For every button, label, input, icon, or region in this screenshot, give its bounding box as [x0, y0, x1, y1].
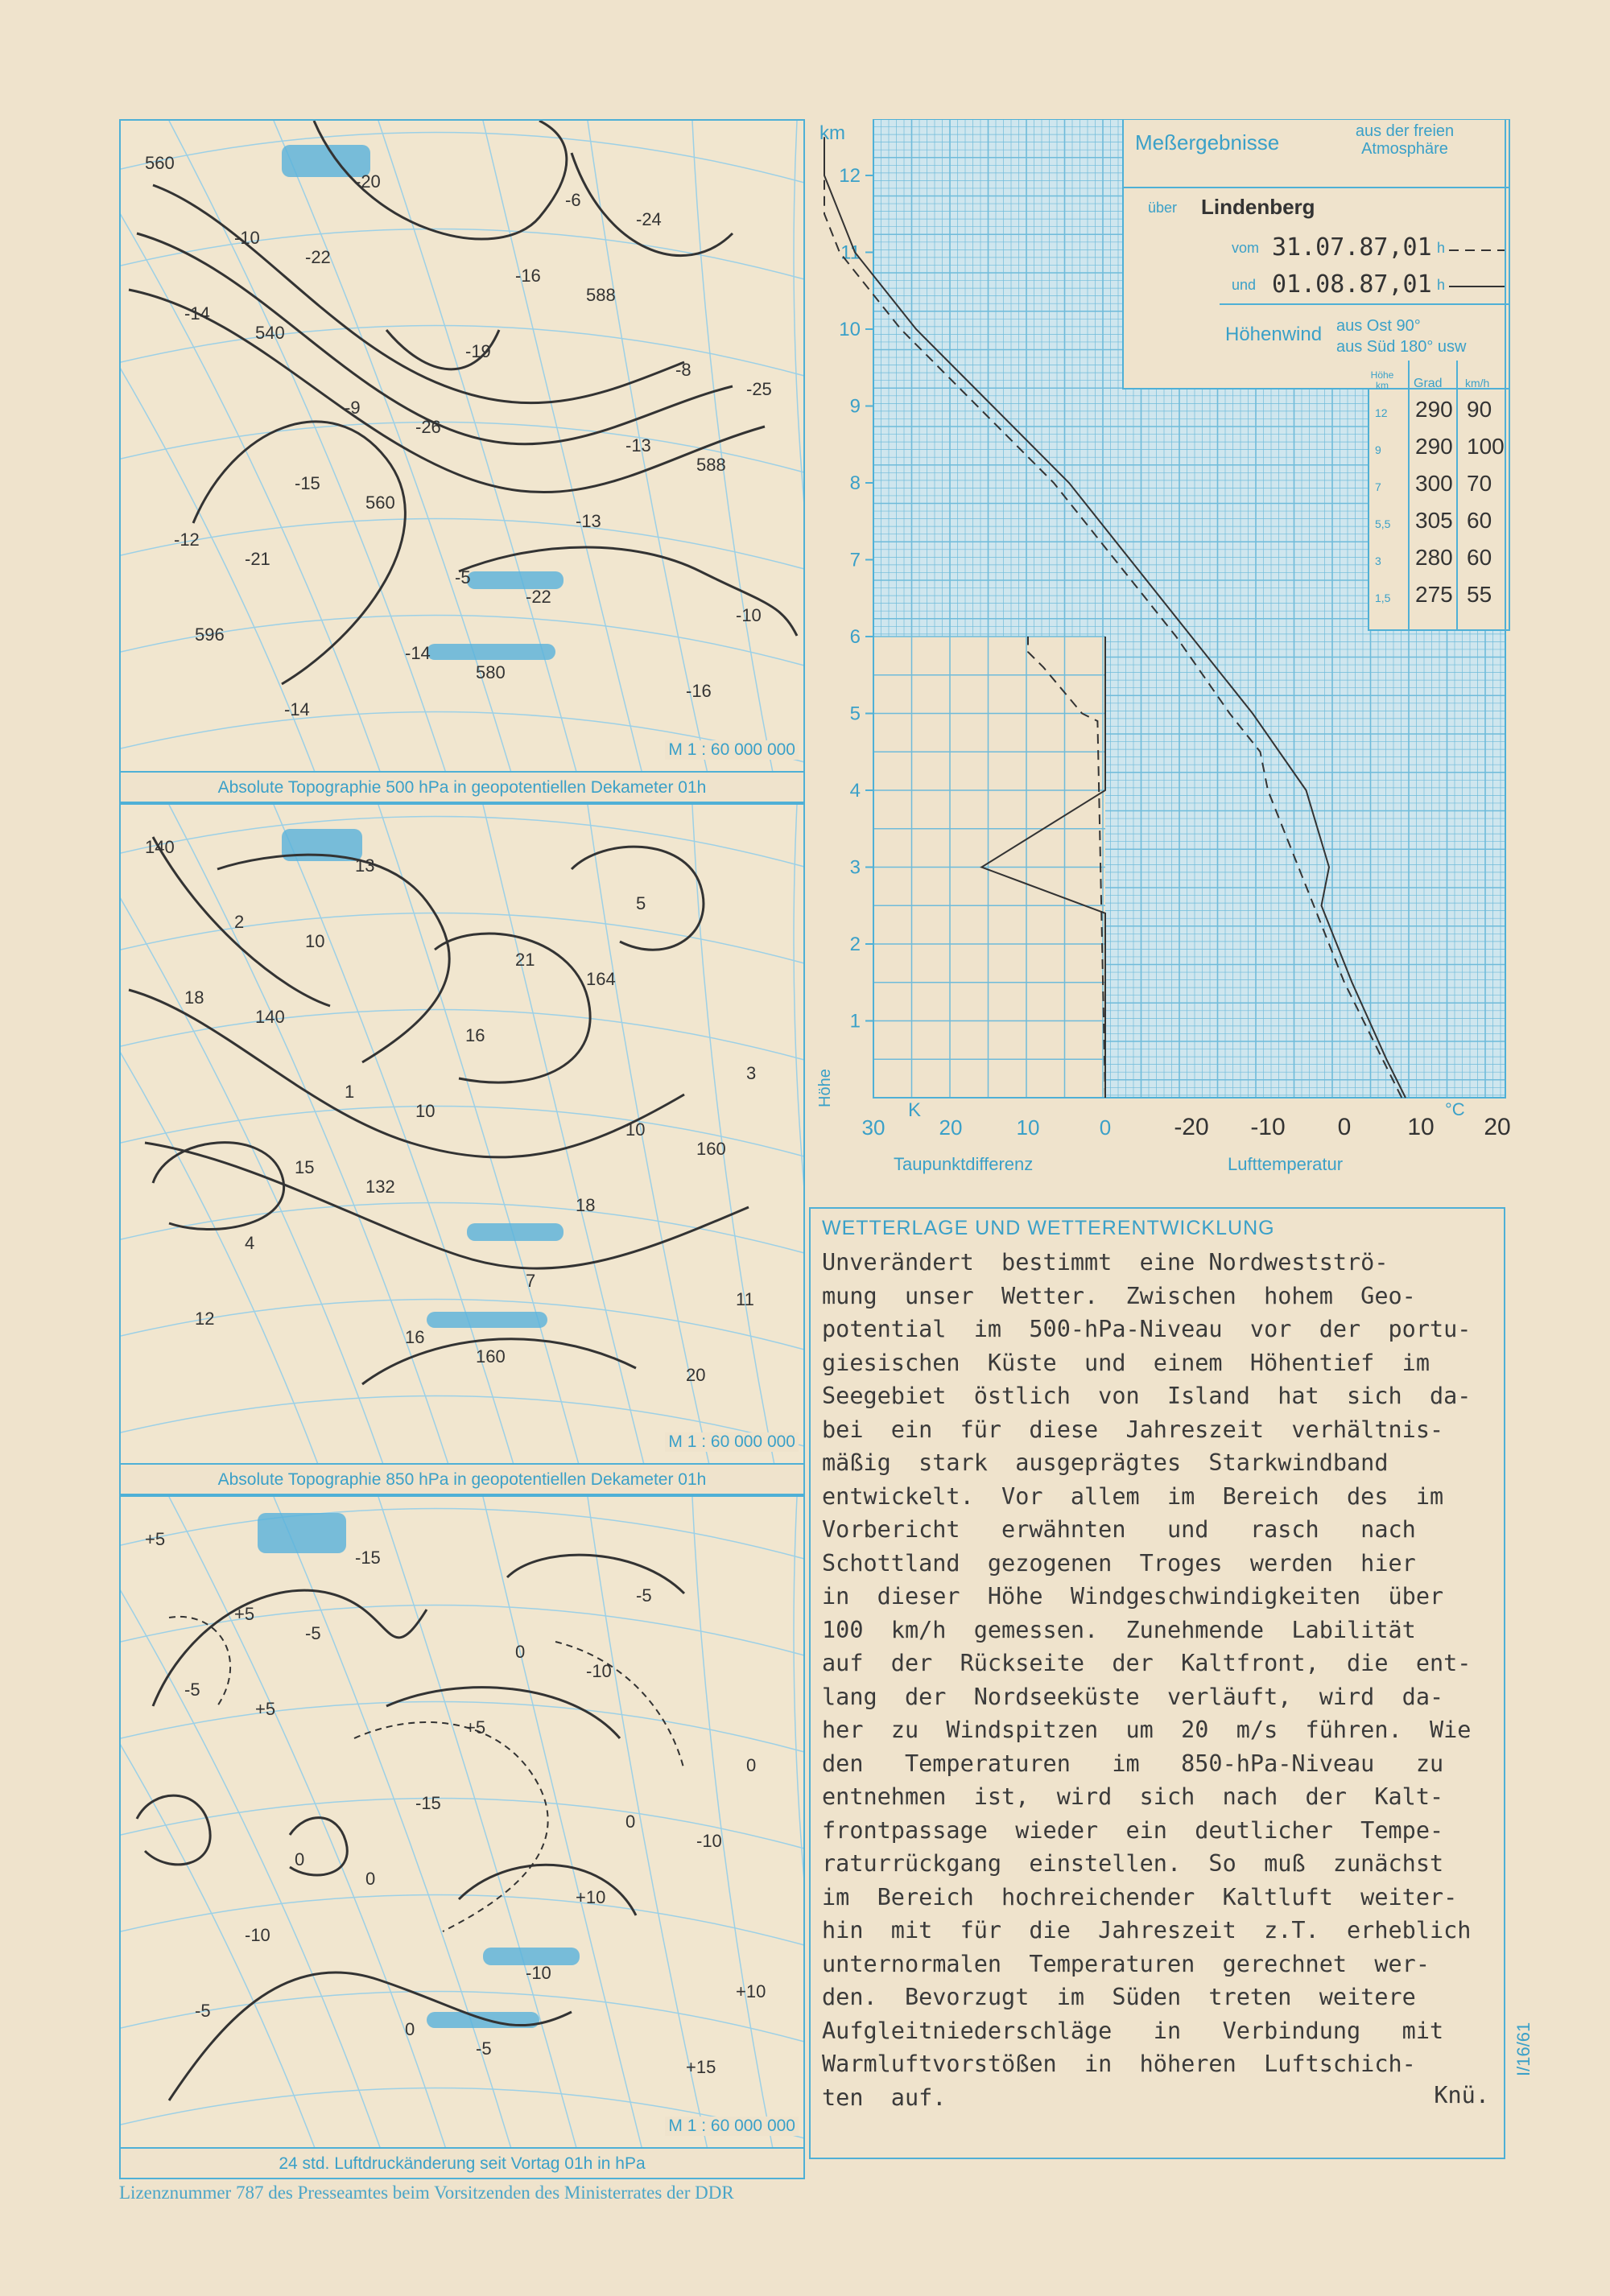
isoline-label: 588 — [696, 455, 726, 475]
isoline-label: 2 — [234, 912, 245, 932]
meridian-line — [483, 121, 652, 803]
dew-tick-label: 20 — [939, 1115, 963, 1140]
isoline-label: 18 — [184, 987, 204, 1008]
wind-col-speed: km/h — [1465, 377, 1490, 390]
wind-row-direction: 280 — [1415, 545, 1453, 570]
y-tick-label: 4 — [849, 780, 861, 802]
date2-suffix: h — [1437, 277, 1446, 293]
date2-value: 01.08.87,01 — [1272, 270, 1432, 299]
dew-tick-label: 30 — [861, 1115, 886, 1140]
wind-row-height: 5,5 — [1375, 517, 1391, 530]
isoline-label: -15 — [295, 473, 320, 493]
temp-tick-label: -10 — [1250, 1114, 1286, 1140]
isoline-label: 16 — [465, 1025, 485, 1045]
isoline-label: -25 — [746, 379, 772, 399]
wind-row-speed: 90 — [1467, 397, 1492, 422]
isoline-label: -13 — [576, 511, 601, 531]
isoline-label: -16 — [686, 681, 712, 701]
weather-text-section — [809, 1207, 1505, 2159]
document-code: I/16/61 — [1513, 2022, 1534, 2076]
isoline-label: 588 — [586, 285, 616, 305]
isoline — [129, 290, 765, 493]
isoline-label: 10 — [415, 1101, 436, 1121]
isoline — [137, 233, 733, 444]
isoline-label: +15 — [686, 2057, 716, 2077]
wind-note-south: aus Süd 180° usw — [1336, 338, 1467, 356]
wind-row-height: 7 — [1375, 480, 1381, 493]
isoline-label: -8 — [675, 360, 691, 380]
isoline-label: 4 — [245, 1233, 255, 1253]
radiosonde-diagram — [813, 119, 1513, 1207]
meridian-line — [169, 805, 459, 1495]
isoline-label: 11 — [736, 1289, 754, 1309]
latitude-line — [121, 519, 805, 571]
diagram-title: Meßergebnisse — [1135, 130, 1280, 155]
isoline-label: 10 — [305, 931, 325, 951]
isoline — [169, 1972, 572, 2100]
y-tick-label: 6 — [849, 626, 861, 648]
isoline-label: 160 — [476, 1346, 506, 1366]
wind-row-speed: 55 — [1467, 582, 1492, 607]
meridian-line — [121, 1497, 330, 2179]
wind-row-speed: 60 — [1467, 545, 1492, 570]
map-850hpa-chart — [121, 805, 805, 1495]
wind-row-direction: 290 — [1415, 397, 1453, 422]
isoline-label: -13 — [625, 435, 651, 455]
meridian-line — [483, 805, 652, 1495]
isoline-label: -10 — [586, 1661, 612, 1681]
isoline-label: -16 — [515, 266, 541, 286]
km-label: km — [819, 122, 845, 144]
isoline-label: 0 — [515, 1642, 526, 1662]
map-850hpa-scale: M 1 : 60 000 000 — [665, 1432, 799, 1452]
y-tick-label: 1 — [849, 1010, 861, 1033]
dew-axis-label: Taupunktdifferenz — [894, 1154, 1034, 1174]
isoline-label: +5 — [465, 1717, 486, 1737]
isoline-label: 13 — [355, 855, 375, 876]
temp-tick-label: 20 — [1484, 1114, 1511, 1140]
isoline-label: -26 — [415, 417, 441, 437]
isoline-label: -10 — [696, 1831, 722, 1851]
isoline-label: +10 — [576, 1887, 606, 1907]
meridian-line — [121, 121, 394, 803]
isoline-label: -15 — [355, 1548, 381, 1568]
temp-tick-label: 0 — [1337, 1114, 1352, 1140]
isoline-label: 3 — [746, 1063, 757, 1083]
isoline — [572, 153, 733, 256]
isoline-label: -5 — [455, 567, 471, 587]
dew-unit: K — [908, 1099, 922, 1121]
isoline-label: -20 — [355, 171, 381, 192]
wind-row-direction: 275 — [1415, 582, 1453, 607]
isoline-label: -10 — [526, 1963, 551, 1983]
isoline-label: +10 — [736, 1981, 766, 2001]
wind-title: Höhenwind — [1225, 324, 1323, 345]
isoline-label: -14 — [184, 303, 210, 324]
isoline-label: 560 — [365, 493, 395, 513]
isoline-label: -5 — [184, 1680, 200, 1700]
meridian-line — [169, 1497, 459, 2179]
isoline-label: -10 — [736, 605, 762, 625]
y-tick-label: 11 — [840, 241, 861, 264]
sea-shading — [427, 1312, 547, 1328]
isoline-label: 18 — [576, 1195, 596, 1215]
temp-tick-label: -20 — [1174, 1114, 1209, 1140]
author-signature: Knü. — [1434, 2082, 1489, 2108]
dew-tick-label: 0 — [1099, 1115, 1112, 1140]
isoline-label: 16 — [405, 1327, 425, 1347]
isoline-label: +5 — [145, 1529, 166, 1549]
wind-row-direction: 300 — [1415, 471, 1453, 496]
meridian-line — [274, 1497, 526, 2179]
isoline-label: -12 — [174, 530, 200, 550]
latitude-line — [121, 326, 805, 378]
wind-row-speed: 60 — [1467, 508, 1492, 533]
temp-tick-label: 10 — [1407, 1114, 1435, 1140]
isoline — [145, 1143, 749, 1268]
meridian-line — [483, 1497, 652, 2179]
meridian-line — [378, 121, 588, 803]
wind-row-height: 12 — [1375, 406, 1388, 419]
meridian-line — [378, 1497, 588, 2179]
location-name: Lindenberg — [1201, 195, 1315, 219]
wind-row-speed: 70 — [1467, 471, 1492, 496]
isoline-label: 12 — [195, 1309, 215, 1329]
map-pressure-change — [119, 1495, 805, 2179]
date1-value: 31.07.87,01 — [1272, 233, 1432, 262]
isoline-label: 0 — [625, 1812, 636, 1832]
meridian-line — [794, 805, 805, 1495]
isoline-label: -5 — [195, 2001, 211, 2021]
map-pressure-change-chart — [121, 1497, 805, 2179]
isoline-label: 164 — [586, 969, 616, 989]
isoline-label: 1 — [345, 1082, 355, 1102]
latitude-line — [121, 1509, 805, 1561]
latitude-line — [121, 133, 805, 185]
sea-shading — [467, 1223, 564, 1241]
isoline-label: 5 — [636, 893, 646, 913]
license-footer: Lizenznummer 787 des Presseamtes beim Vorsitzenden des Ministerrates der DDR — [119, 2183, 734, 2203]
latitude-line — [121, 817, 805, 869]
isoline — [129, 990, 684, 1157]
isoline — [137, 1795, 210, 1865]
isoline-label: -14 — [405, 643, 431, 663]
isoline-label: -5 — [476, 2038, 492, 2059]
isoline-label: 596 — [195, 624, 225, 645]
isoline-label: 160 — [696, 1139, 726, 1159]
location-prefix: über — [1148, 200, 1178, 216]
weather-description: Unverändert bestimmt eine Nordwestströ- mung unser Wetter. Zwischen hohem Geo- potential im 500-hPa-Niveau vor der portu- giesischen Küste und einem Höhentief im Seegebiet östlich von Island hat sich da- bei ein für diese Jahreszeit verhältnis- mäßig stark ausgeprägtes Starkwindband entwickelt. Vor allem im Bereich des im Vorbericht erwähnten und rasch nach Schottland gezogenen Troges werden hier in dieser Höhe Windgeschwindigkeiten über 100 km/h gemessen. Zunehmende Labilität auf der Rückseite der Kaltfront, die ent- lang der Nordseeküste verläuft, wird da- her zu Windspitzen um 20 m/s führen. Wie den Temperaturen im 850-hPa-Niveau zu entnehmen ist, wird sich nach der Kalt- frontpassage wieder ein deutlicher Tempe- raturrückgang einstellen. So muß zunächst im Bereich hochreichender Kaltluft weiter- hin mit für die Jahreszeit z.T. erheblich unternormalen Temperaturen gerechnet wer- den. Bevorzugt im Süden treten weitere Aufgleitniederschläge in Verbindung mit Warmluftvorstößen in höheren Luftschich- ten auf. — [822, 1249, 1472, 2111]
sea-shading — [258, 1513, 346, 1553]
isoline-label: 540 — [255, 323, 285, 343]
map-pressure-change-caption: 24 std. Luftdruckänderung seit Vortag 01h in hPa — [121, 2147, 803, 2179]
isoline-label: -22 — [305, 247, 331, 267]
isoline — [153, 1143, 284, 1230]
y-tick-label: 12 — [839, 165, 861, 187]
isoline-label: -5 — [636, 1585, 652, 1606]
isoline-label: 560 — [145, 153, 175, 173]
isoline-label: 0 — [746, 1755, 757, 1775]
height-axis-label: Höhe — [816, 1069, 834, 1107]
wind-col-height: Höhe km — [1370, 369, 1394, 391]
map-500hpa-chart — [121, 121, 805, 803]
isoline — [193, 422, 405, 684]
dew-tick-label: 10 — [1016, 1115, 1040, 1140]
isoline-label: 132 — [365, 1177, 395, 1197]
y-tick-label: 2 — [849, 934, 861, 955]
isoline-label: 0 — [405, 2019, 415, 2039]
isoline-label: 21 — [515, 950, 535, 970]
map-850hpa — [119, 803, 805, 1495]
diagram-subtitle: aus der freien Atmosphäre — [1355, 122, 1455, 158]
map-pressure-change-scale: M 1 : 60 000 000 — [665, 2117, 799, 2136]
wind-row-speed: 100 — [1467, 434, 1505, 459]
isoline-label: 0 — [295, 1849, 305, 1869]
temp-unit: °C — [1445, 1099, 1465, 1119]
isoline-label: -9 — [345, 398, 361, 418]
isoline-label: 0 — [365, 1869, 376, 1889]
isoline-label: -24 — [636, 209, 662, 229]
temp-axis-label: Lufttemperatur — [1228, 1154, 1344, 1174]
map-500hpa-caption: Absolute Topographie 500 hPa in geopotentiellen Dekameter 01h — [121, 771, 803, 803]
isoline-label: 580 — [476, 662, 506, 682]
isoline-label: -22 — [526, 587, 551, 607]
isoline-label: +5 — [234, 1604, 255, 1624]
isoline-label: -6 — [565, 190, 581, 210]
meridian-line — [274, 805, 523, 1495]
latitude-line — [121, 1702, 805, 1754]
wind-row-direction: 290 — [1415, 434, 1453, 459]
sea-shading — [427, 644, 555, 660]
date1-suffix: h — [1437, 240, 1446, 256]
wind-row-height: 1,5 — [1375, 592, 1391, 604]
section-title: WETTERLAGE UND WETTERENTWICKLUNG — [822, 1217, 1275, 1239]
meridian-line — [794, 1497, 805, 2179]
meridian-line — [274, 121, 523, 803]
isoline — [507, 1555, 684, 1593]
meridian-line — [121, 805, 330, 1495]
date2-prefix: und — [1232, 277, 1257, 293]
isoline-label: -10 — [245, 1925, 270, 1945]
isoline — [314, 121, 567, 239]
y-tick-label: 3 — [849, 856, 861, 879]
map-500hpa-scale: M 1 : 60 000 000 — [665, 740, 799, 760]
y-tick-label: 9 — [849, 395, 861, 418]
isoline-label: 10 — [625, 1119, 646, 1140]
map-500hpa — [119, 119, 805, 803]
isoline-label: 140 — [255, 1007, 285, 1027]
wind-row-direction: 305 — [1415, 508, 1453, 533]
map-850hpa-caption: Absolute Topographie 850 hPa in geopotentiellen Dekameter 01h — [121, 1463, 803, 1495]
isoline — [435, 934, 590, 1082]
y-tick-label: 7 — [849, 549, 861, 571]
isoline-label: -14 — [284, 699, 310, 719]
dashed-isoline — [354, 1722, 548, 1931]
isoline-label: 20 — [686, 1365, 706, 1385]
isoline-label: 7 — [526, 1271, 536, 1291]
date1-prefix: vom — [1232, 240, 1260, 256]
wind-col-deg: Grad — [1414, 377, 1443, 390]
isoline-label: -19 — [465, 341, 491, 361]
isoline-label: -10 — [234, 228, 260, 248]
isoline-label: -21 — [245, 549, 270, 569]
isoline-label: -5 — [305, 1623, 321, 1643]
isoline-label: -15 — [415, 1793, 441, 1813]
wind-row-height: 9 — [1375, 443, 1381, 456]
y-tick-label: 10 — [839, 319, 861, 340]
isoline-label: 15 — [295, 1157, 315, 1177]
meridian-line — [794, 121, 805, 803]
isoline-label: 140 — [145, 837, 175, 857]
wind-row-height: 3 — [1375, 554, 1381, 567]
y-tick-label: 8 — [849, 472, 861, 494]
wind-note-east: aus Ost 90° — [1336, 317, 1421, 335]
isoline — [459, 1865, 636, 1915]
isoline-label: +5 — [255, 1699, 276, 1719]
isoline — [386, 1688, 620, 1738]
y-tick-label: 5 — [849, 703, 861, 725]
